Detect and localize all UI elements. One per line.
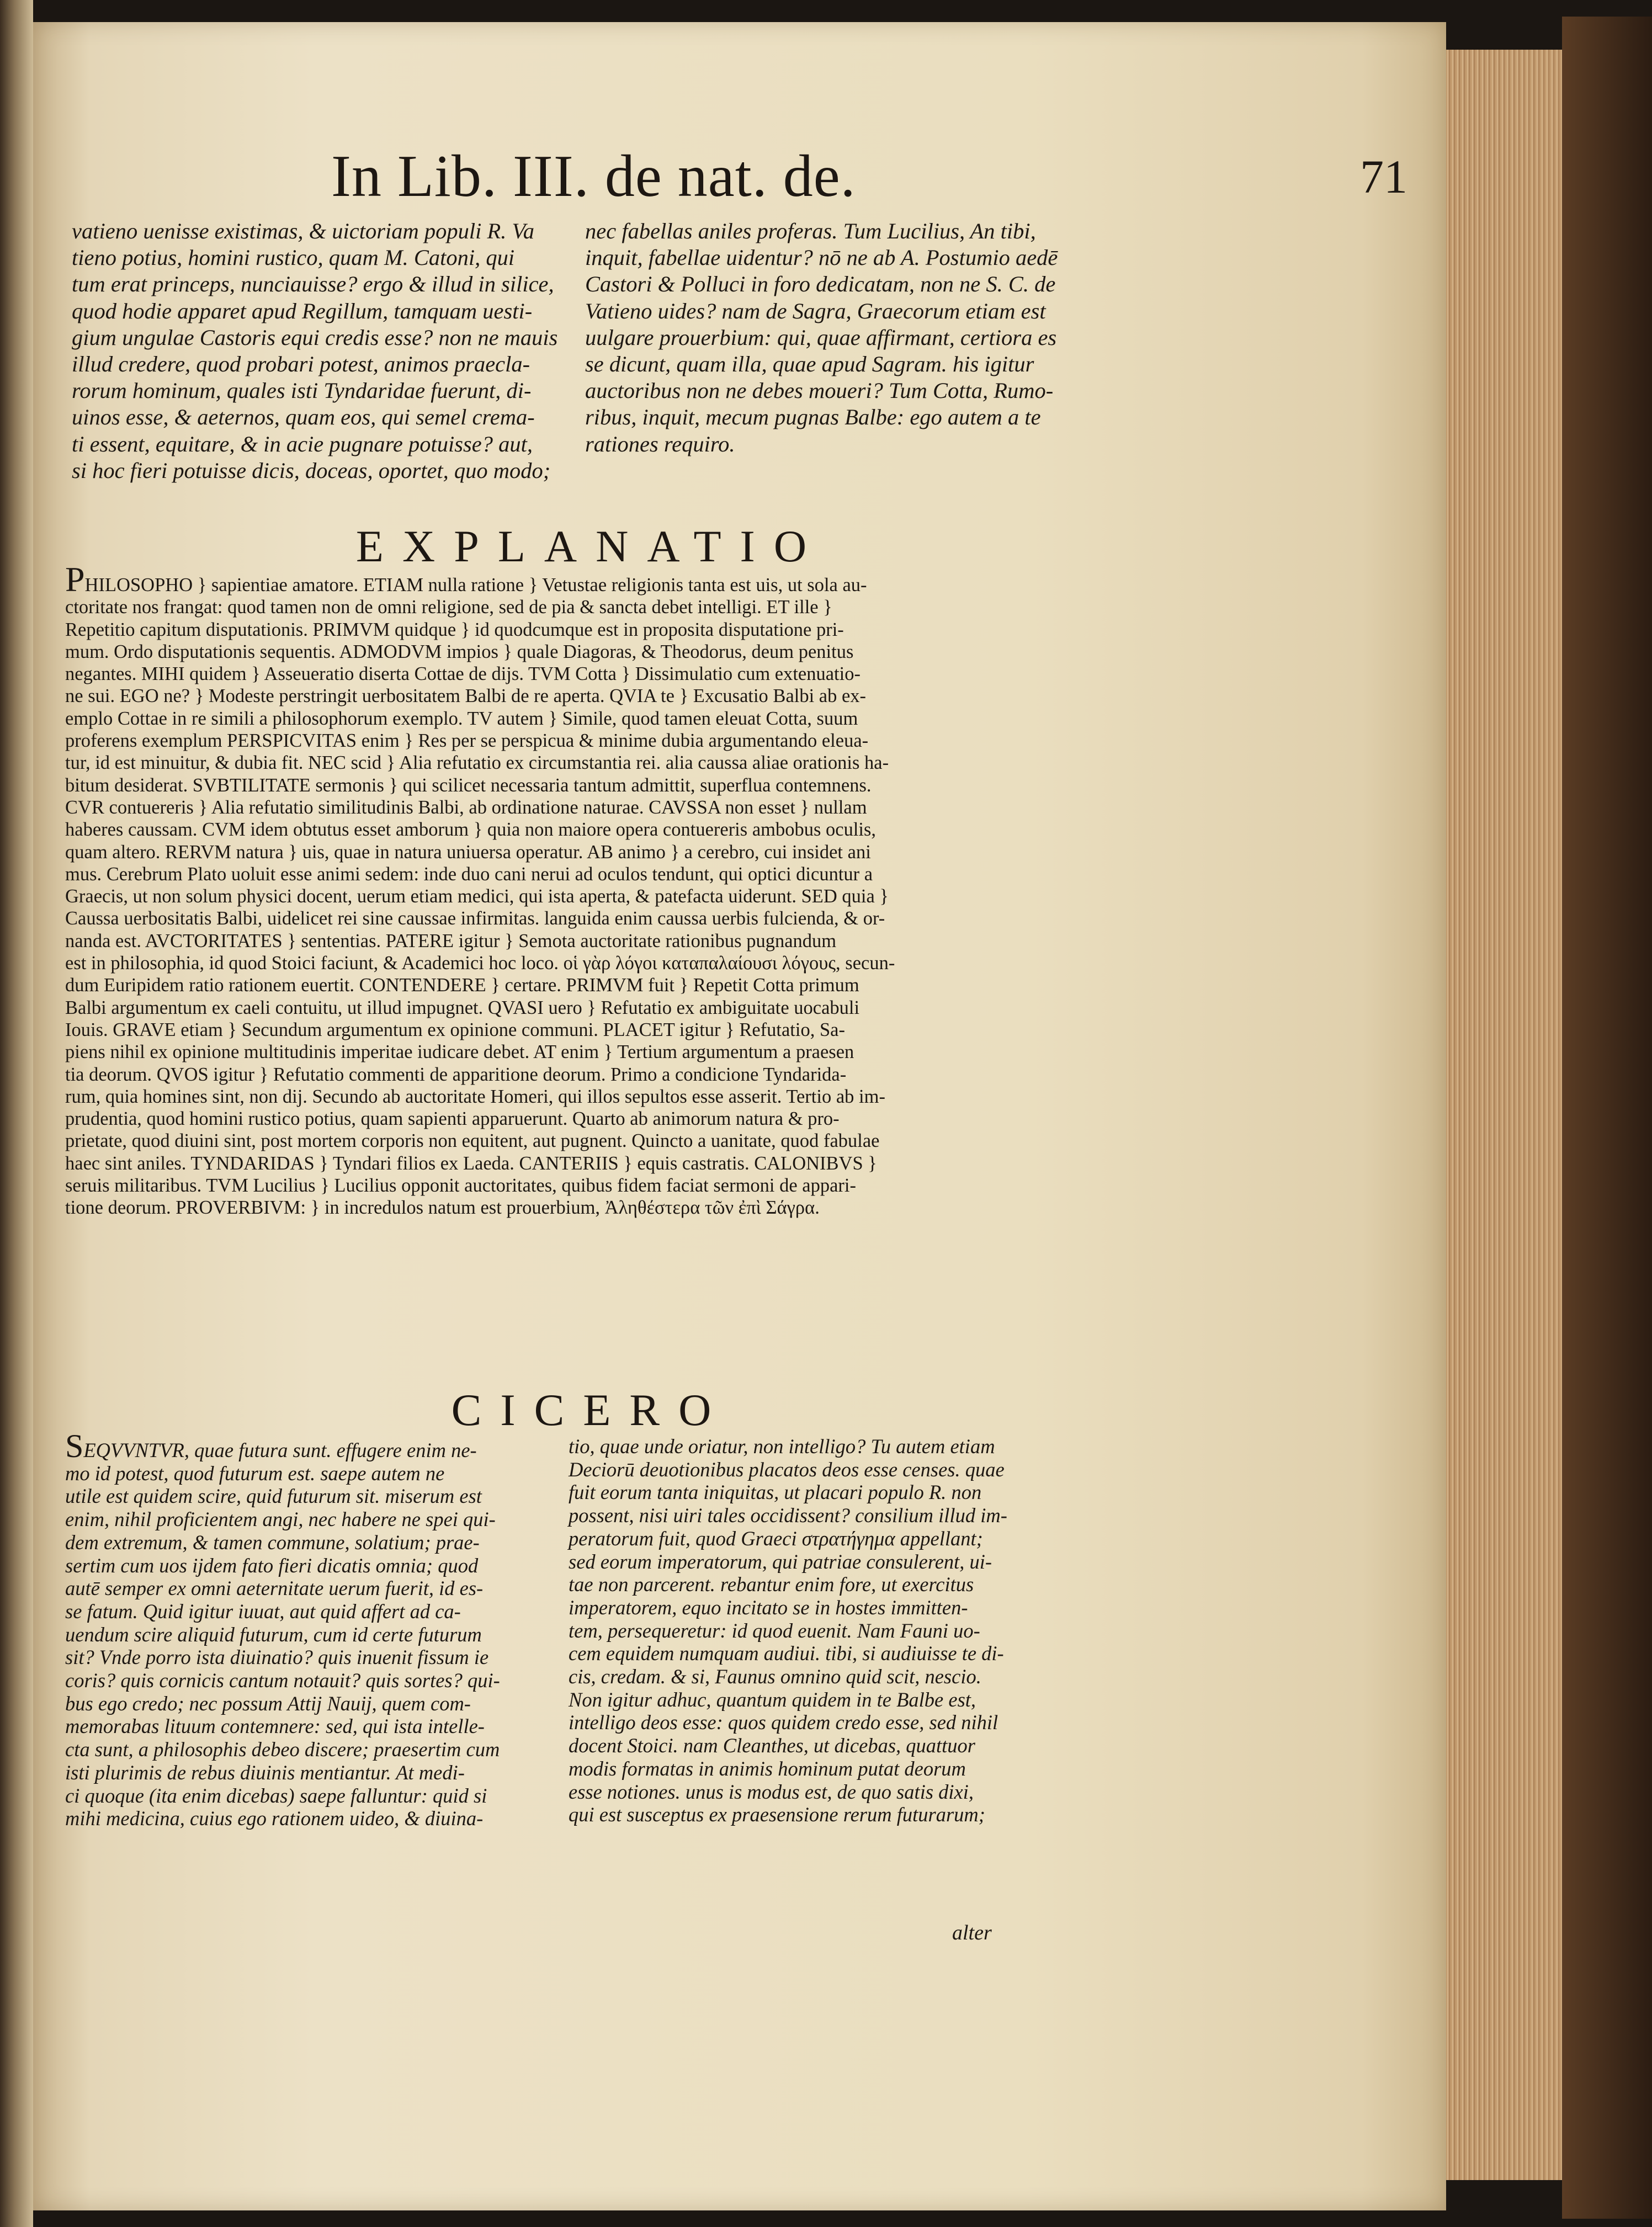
drop-cap: S <box>65 1428 84 1464</box>
text-line: Non igitur adhuc, quantum quidem in te Balbe est, <box>569 1688 976 1711</box>
catchword: alter <box>952 1921 992 1944</box>
text-line: Graecis, ut non solum physici docent, uerum etiam medici, qui ista aperta, & patefacta uiderunt. SED quia } <box>65 886 889 907</box>
text-line: tur, id est minuitur, & dubia fit. NEC scid } Alia refutatio ex circumstantia rei. alia caussa aliae orationis ha- <box>65 752 889 774</box>
heading-cicero: CICERO <box>451 1385 730 1435</box>
text-line: bitum desiderat. SVBTILITATE sermonis } qui scilicet necessaria tantum admittit, superflua contemnens. <box>65 774 872 796</box>
text-line: fuit eorum tanta iniquitas, ut placari populo R. non <box>569 1481 982 1504</box>
text-line: tae non parcerent. rebantur enim fore, ut exercitus <box>569 1573 974 1596</box>
text-line: isti plurimis de rebus diuinis mentiantur. At medi- <box>65 1761 465 1784</box>
page-number: 71 <box>1360 150 1407 203</box>
text-line: est in philosophia, id quod Stoici faciunt, & Academici hoc loco. οἱ γὰρ λόγοι καταπαλαίουσι λόγους, secun- <box>65 953 895 974</box>
text-line: proferens exemplum PERSPICVITAS enim } Res per se perspicua & minime dubia argumentando eleua- <box>65 730 869 752</box>
text-line: se fatum. Quid igitur iuuat, aut quid affert ad ca- <box>65 1599 461 1623</box>
text-line: enim, nihil proficientem angi, nec habere ne spei qui- <box>65 1508 496 1531</box>
text-line: utile est quidem scire, quid futurum sit. miserum est <box>65 1485 482 1508</box>
text-line: tio, quae unde oriatur, non intelligo? Tu autem etiam <box>569 1435 995 1458</box>
text-line: Balbi argumentum ex caeli contuitu, ut illud impugnet. QVASI uero } Refutatio ex ambiguitate uocabuli <box>65 997 860 1018</box>
text-line: mihi medicina, cuius ego rationem uideo, & diuina- <box>65 1807 484 1830</box>
text-line: imperatorem, equo incitato se in hostes immitten- <box>569 1596 968 1619</box>
bottom-left-column <box>65 1428 500 1830</box>
text-line: Castori & Polluci in foro dedicatam, non ne S. C. de <box>585 272 1056 297</box>
text-line: seruis militaribus. TVM Lucilius } Lucilius opponit auctoritates, quibus fidem faciat sermoni de appari- <box>65 1175 856 1197</box>
drop-cap: P <box>65 560 85 599</box>
text-line: Deciorū deuotionibus placatos deos esse censes. quae <box>569 1458 1005 1481</box>
text-line: dum Euripidem ratio rationem euertit. CONTENDERE } certare. PRIMVM fuit } Repetit Cotta primum <box>65 975 859 996</box>
text-line: autē semper ex omni aeternitate uerum fuerit, id es- <box>65 1577 484 1600</box>
text-line: cem equidem numquam audiui. tibi, si audiuisse te di- <box>569 1642 1004 1665</box>
text-line: auctoribus non ne debes moueri? Tum Cotta, Rumo- <box>585 378 1054 403</box>
text-line: haberes caussam. CVM idem obtutus esset amborum } quia non maiore opera contuereris ambobus oculis, <box>65 819 877 841</box>
text-line: gium ungulae Castoris equi credis esse? non ne mauis <box>72 325 558 350</box>
text-line: cis, credam. & si, Faunus omnino quid scit, nescio. <box>569 1665 981 1688</box>
facing-page-edge <box>0 0 33 2227</box>
text-line: sit? Vnde porro ista diuinatio? quis inuenit fissum ie <box>65 1646 489 1669</box>
text-line: rationes requiro. <box>585 431 735 456</box>
text-line: quod hodie apparet apud Regillum, tamquam uesti- <box>72 298 533 323</box>
text-line: EQVVNTVR, quae futura sunt. effugere enim ne- <box>83 1439 477 1461</box>
text-line: tia deorum. QVOS igitur } Refutatio commenti de apparitione deorum. Primo a condicione Tyndarida- <box>65 1064 847 1085</box>
text-line: esse notiones. unus is modus est, de quo satis dixi, <box>569 1780 974 1803</box>
text-line: HILOSOPHO } sapientiae amatore. ETIAM nulla ratione } Vetustae religionis tanta est uis, ut sola au- <box>84 575 867 596</box>
text-line: tem, persequeretur: id quod euenit. Nam Fauni uo- <box>569 1619 980 1642</box>
text-line: Vatieno uides? nam de Sagra, Graecorum etiam est <box>585 298 1046 323</box>
text-line: haec sint aniles. TYNDARIDAS } Tyndari filios ex Laeda. CANTERIIS } equis castratis. CALONIBVS } <box>65 1152 877 1174</box>
text-line: mus. Cerebrum Plato uoluit esse animi sedem: inde duo cani nerui ad oculos tendunt, qui optici dicuntur a <box>65 863 873 885</box>
top-right-column <box>585 218 1058 458</box>
text-line: se dicunt, quam illa, quae apud Sagram. his igitur <box>585 352 1034 377</box>
text-line: modis formatas in animis hominum putat deorum <box>569 1757 966 1780</box>
text-line: sertim cum uos ijdem fato fieri dicatis omnia; quod <box>65 1554 479 1577</box>
text-line: negantes. MIHI quidem } Asseueratio diserta Cottae de dijs. TVM Cotta } Dissimulatio cum extenuatio- <box>65 663 860 685</box>
text-line: rum, quia homines sint, non dij. Secundo ab auctoritate Homeri, qui illos sepultos esse asserit. Tertio ab im- <box>65 1086 885 1107</box>
text-line: nanda est. AVCTORITATES } sententias. PATERE igitur } Semota auctoritate rationibus pugnandum <box>65 930 837 952</box>
text-line: emplo Cottae in re simili a philosophorum exemplo. TV autem } Simile, quod tamen eleuat Cotta, suum <box>65 708 858 729</box>
text-line: ti essent, equitare, & in acie pugnare potuisse? aut, <box>72 431 533 456</box>
text-line: possent, nisi uiri tales occidissent? consilium illud im- <box>569 1504 1007 1527</box>
text-line: prietate, quod diuini sint, post mortem corporis non equitent, aut pugnent. Quincto a uanitate, quod fabulae <box>65 1130 880 1152</box>
text-line: rorum hominum, quales isti Tyndaridae fuerunt, di- <box>72 378 532 403</box>
text-line: peratorum fuit, quod Graeci στρατήγημα appellant; <box>569 1527 983 1550</box>
text-line: tum erat princeps, nunciauisse? ergo & illud in silice, <box>72 272 554 297</box>
text-line: uulgare prouerbium: qui, quae affirmant, certiora es <box>585 325 1057 350</box>
text-line: intelligo deos esse: quos quidem credo esse, sed nihil <box>569 1711 998 1734</box>
text-line: nec fabellas aniles proferas. Tum Lucilius, An tibi, <box>585 219 1036 243</box>
text-line: bus ego credo; nec possum Attij Nauij, quem com- <box>65 1692 471 1715</box>
text-line: Repetitio capitum disputationis. PRIMVM quidque } id quodcumque est in proposita disputatione pri- <box>65 619 844 640</box>
top-left-column <box>72 218 557 484</box>
text-line: mo id potest, quod futurum est. saepe autem ne <box>65 1461 445 1485</box>
running-head <box>331 141 1407 224</box>
text-line: tione deorum. PROVERBIVM: } in incredulos natum est prouerbium, Ἀληθέστερα τῶν ἐπὶ Σάγρα. <box>65 1197 820 1219</box>
text-line: ne sui. EGO ne? } Modeste perstringit uerbositatem Balbi de re aperta. QVIA te } Excusatio Balbi ab ex- <box>65 685 867 707</box>
text-line: cta sunt, a philosophis debeo discere; praesertim cum <box>65 1738 500 1761</box>
text-line: si hoc fieri potuisse dicis, doceas, oportet, quo modo; <box>72 458 551 483</box>
text-line: uinos esse, & aeternos, quam eos, qui semel crema- <box>72 405 535 430</box>
text-line: Iouis. GRAVE etiam } Secundum argumentum ex opinione communi. PLACET igitur } Refutatio, Sa- <box>65 1019 845 1040</box>
text-line: uendum scire aliquid futurum, cum id certe futurum <box>65 1623 482 1646</box>
text-line: vatieno uenisse existimas, & uictoriam populi R. Va <box>72 219 535 243</box>
text-line: ribus, inquit, mecum pugnas Balbe: ego autem a te <box>585 405 1041 430</box>
text-line: mum. Ordo disputationis sequentis. ADMODVM impios } quale Diagoras, & Theodorus, deum penitus <box>65 641 854 662</box>
text-line: inquit, fabellae uidentur? nō ne ab A. Postumio aedē <box>585 245 1058 270</box>
text-line: sed eorum imperatorum, qui patriae consulerent, ui- <box>569 1550 992 1573</box>
text-line: dem extremum, & tamen commune, solatium; prae- <box>65 1530 480 1554</box>
text-line: qui est susceptus ex praesensione rerum futurarum; <box>569 1803 985 1826</box>
explanatio-commentary <box>65 560 1114 1219</box>
text-line: piens nihil ex opinione multitudinis imperitae iudicare debet. AT enim } Tertium argumentum a praesen <box>65 1041 854 1063</box>
text-line: memorabas lituum contemnere: sed, qui ista intelle- <box>65 1715 485 1738</box>
text-line: coris? quis cornicis cantum notauit? quis sortes? qui- <box>65 1669 500 1692</box>
text-line: tieno potius, homini rustico, quam M. Catoni, qui <box>72 245 515 270</box>
book-cover <box>1562 17 1652 2219</box>
text-line: docent Stoici. nam Cleanthes, ut dicebas, quattuor <box>569 1734 976 1757</box>
text-line: quam altero. RERVM natura } uis, quae in natura uniuersa operatur. AB animo } a cerebro, cui insidet ani <box>65 841 871 863</box>
text-line: prudentia, quod homini rustico potius, quam sapienti apparuerunt. Quarto ab animorum natura & pro- <box>65 1108 840 1130</box>
text-line: CVR contuereris } Alia refutatio similitudinis Balbi, ab ordinatione naturae. CAVSSA non esset } nullam <box>65 796 867 818</box>
running-title: In Lib. III. de nat. de. <box>331 143 856 209</box>
text-line: ctoritate nos frangat: quod tamen non de omni religione, sed de pia & sancta debet intelligi. ET ille } <box>65 597 832 618</box>
bottom-right-column <box>569 1435 1007 1826</box>
text-line: Caussa uerbositatis Balbi, uidelicet rei sine caussae infirmitas. languida enim caussa uerbis fulcienda, & or- <box>65 908 885 929</box>
text-line: illud credere, quod probari potest, animos praecla- <box>72 352 530 377</box>
page-edges <box>1446 50 1562 2180</box>
text-line: ci quoque (ita enim dicebas) saepe falluntur: quid si <box>65 1784 487 1807</box>
heading-explanatio: EXPLANATIO <box>355 521 826 571</box>
